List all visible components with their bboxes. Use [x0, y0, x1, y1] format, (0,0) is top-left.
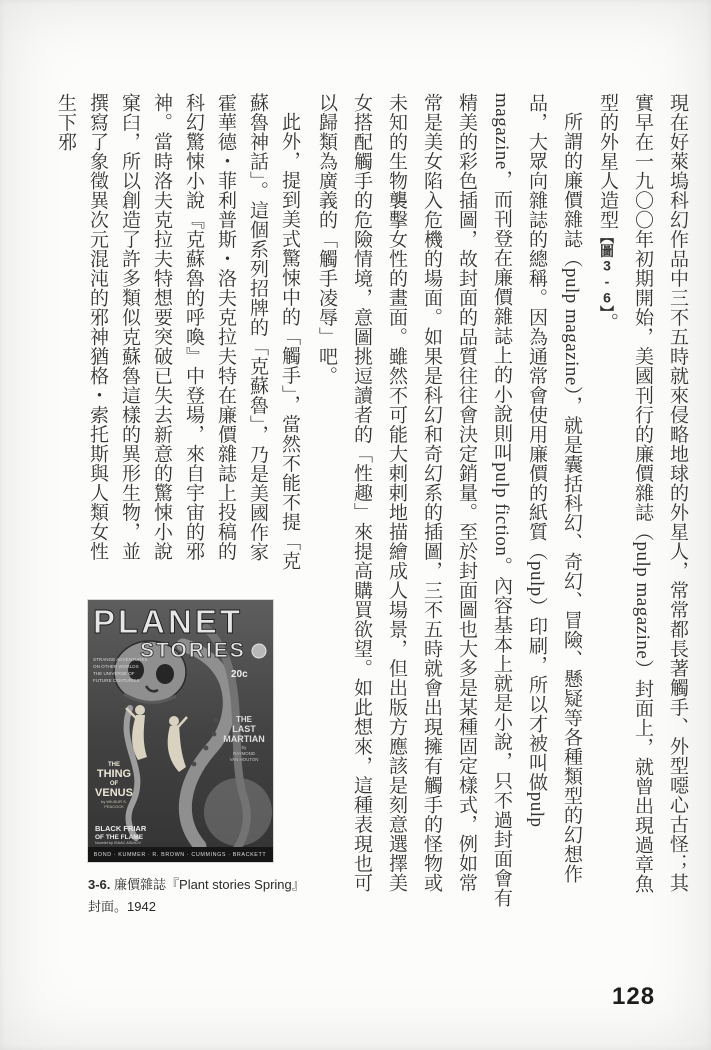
svg-text:LAST: LAST	[232, 724, 256, 734]
text-run: 所謂的廉價雜誌（pulp magazine），就是囊括科幻、奇幻、冒險、懸疑等各種類型的幻想作品，大眾向雜誌的總稱。因為通常會使用廉價的紙質（pulp）印刷，所以才被叫做pulp magazine，而刊登在廉價雜誌上的小說則叫pulp fiction。內容基本上就是小說，只不過封面會有精美的彩色插圖，故封面的品質往往會決定銷量。至於封面圖也大多是某種固定樣式，例如常常是美女陷入危機的場面。如果是科幻和奇幻系的插圖，三不五時就會出現擁有觸手的怪物或未知的生物襲擊女性的畫面。雖然不可能大剌剌地描繪成人場景，但出版方應該是刻意選擇美女搭配觸手的危險情境，意圖挑逗讀者的「性趣」來提高購買欲望。如此想來，這種表現也可以歸類為廣義的「觸手凌辱」吧。	[316, 93, 582, 908]
cover-emblem	[252, 644, 266, 658]
cover-authors-text: BOND · KUMMER · R. BROWN · CUMMINGS · BRACKETT	[93, 852, 267, 858]
svg-text:ON OTHER WORLDS: ON OTHER WORLDS	[93, 664, 139, 669]
svg-text:BLACK FRIAR: BLACK FRIAR	[95, 824, 147, 833]
paragraph	[589, 93, 695, 909]
svg-text:THE: THE	[236, 715, 252, 724]
figure-caption-line1	[88, 874, 348, 896]
svg-text:PEACOCK: PEACOCK	[104, 804, 124, 809]
text-run: 此外，提到美式驚悚中的「觸手」，當然不能不提「克蘇魯神話」。這個系列招牌的「克蘇魯」，乃是美國作家霍華德・菲利普斯・洛夫克拉夫特在廉價雜誌上投稿的科幻驚悚小說『克蘇魯的呼喚』中登場，來自宇宙的邪神。當時洛夫克拉夫特想要突破已失去新意的驚悚小說窠臼，所以創造了許多類似克蘇魯這樣的異形生物，並撰寫了象徵異次元混沌的邪神猶格・索托斯與人類女性生下邪	[55, 93, 300, 571]
svg-text:OF THE FLAME: OF THE FLAME	[95, 834, 144, 841]
paragraph	[49, 93, 305, 575]
svg-text:by: by	[241, 745, 247, 750]
figure-caption	[88, 874, 348, 918]
text-run: 。	[597, 312, 618, 332]
figure-caption-line2: 封面。1942	[88, 899, 156, 914]
svg-text:by WILBUR S.: by WILBUR S.	[101, 799, 127, 804]
cover-title-text: PLANET	[93, 603, 243, 640]
cover-story-black-friar-text	[95, 824, 147, 845]
text-block-left	[49, 93, 305, 575]
svg-text:RAYMOND: RAYMOND	[232, 751, 256, 756]
magazine-cover-image	[88, 600, 273, 862]
text-run: 現在好萊塢科幻作品中三不五時就來侵略地球的外星人，常常都長著觸手、外型噁心古怪；其實早在一九〇〇年初期開始，美國刊行的廉價雜誌（pulp magazine）封面上，就曾出現過章魚型的外星人造型	[597, 93, 688, 894]
figure-caption-text: 廉價雜誌『Plant stories Spring』	[110, 877, 305, 892]
page-number: 128	[612, 983, 656, 1010]
figure-reference: 【圖3-6】	[599, 229, 615, 313]
paragraph	[309, 93, 589, 909]
svg-text:THE UNIVERSE OF: THE UNIVERSE OF	[93, 671, 135, 676]
cover-price-text: 20c	[231, 669, 248, 680]
svg-text:FUTURE CENTURIES: FUTURE CENTURIES	[93, 678, 140, 683]
svg-text:THING: THING	[96, 768, 132, 780]
figure-number: 3-6.	[88, 877, 111, 892]
svg-text:MARTIAN: MARTIAN	[223, 734, 265, 744]
svg-text:THE: THE	[108, 762, 120, 768]
figure-3-6	[88, 600, 348, 918]
svg-text:STRANGE ADVENTURES: STRANGE ADVENTURES	[93, 657, 148, 662]
svg-text:Novelet by ISAAC ASIMOV: Novelet by ISAAC ASIMOV	[95, 841, 142, 845]
cover-subtitle-text: STORIES	[140, 639, 246, 662]
text-block-main	[309, 93, 695, 909]
svg-text:VENUS: VENUS	[95, 787, 133, 799]
svg-text:VAN HOUTON: VAN HOUTON	[229, 757, 259, 762]
svg-text:OF: OF	[109, 781, 119, 787]
